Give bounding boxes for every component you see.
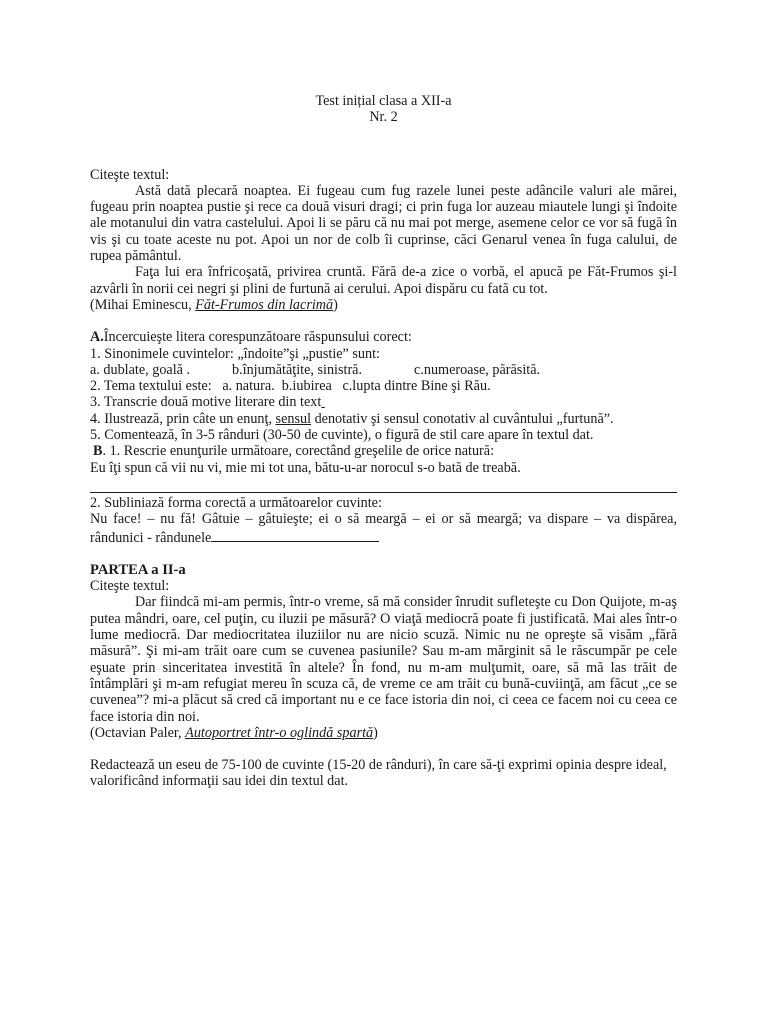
section-b-question-2: 2. Subliniază forma corectă a următoarelor cuvinte: [90, 494, 382, 511]
source2-prefix: (Octavian Paler, [90, 724, 186, 741]
answer-blank [211, 528, 379, 542]
document-page [90, 93, 677, 790]
read-label-part1: Citeşte textul: [90, 166, 170, 183]
source-suffix: ) [333, 296, 338, 313]
test-title: Test inițial clasa a XII-a [315, 93, 452, 109]
question-4 [90, 411, 677, 427]
section-b-q1-text: . 1. Rescrie enunţurile următoare, corectând greşelile de orice natură: [102, 443, 495, 460]
section-b-question-1 [90, 443, 677, 459]
text-paragraph-3: Dar fiindcă mi-am permis, într-o vreme, să mă consider înrudit sufleteşte cu Don Quijote, m-aş putea mândri, oare, cel puţin, cu iluzii pe măsură? O viaţă mediocră poate fi justificată. Mai ales într-o lume mediocră. Dar mediocritatea iluziilor nu are nicio scuză. Nimic nu ne opreşte să visăm „fără măsură”. Şi mi-am trăit oare cum se cuvenea pasiunile? Sau m-am mărginit să le răscumpăr pe cele eşuate prin sinceritatea investită în altele? În fond, nu m-am mulţumit, oare, să mă las trăit de întâmplări şi m-am refugiat mereu în scuza că, de vreme ce am trăit cu bună-cuviinţă, am făcut „ce se cuvenea”? mi-a plăcut să cred că important nu e ce face istoria din noi, ci ceea ce facem noi cu ceea ce face istoria din noi. [90, 594, 677, 725]
question-3 [90, 394, 677, 410]
source-citation-2 [90, 725, 677, 741]
question-3-text: 3. Transcrie două motive literare din text [90, 394, 322, 411]
source-prefix: (Mihai Eminescu, [90, 296, 196, 313]
option-a: a. dublate, goală . [90, 361, 191, 378]
question-4-pre: 4. Ilustrează, prin câte un enunţ, [90, 410, 276, 427]
question-1-options [90, 362, 677, 378]
section-b-q2-text: Nu face! – nu fă! Gâtuie – gâtuieşte; ei o să meargă – ei or să meargă; va dispare – va dispărea, rândunici - rândunele [90, 511, 677, 546]
test-number: Nr. 2 [369, 109, 398, 126]
section-a-label: A. [90, 329, 104, 346]
option-c: c.numeroase, părăsită. [414, 361, 541, 378]
question-4-underlined: sensul [275, 410, 312, 427]
part2-heading: PARTEA a II-a [90, 561, 186, 578]
section-a-text: Încercuieşte litera corespunzătoare răspunsului corect: [103, 329, 412, 346]
source2-title: Autoportret într-o oglindă spartă [185, 724, 374, 741]
answer-line [90, 492, 677, 493]
question-1: 1. Sinonimele cuvintelor: „îndoite”şi „pustie” sunt: [90, 345, 380, 362]
option-b: b.înjumătăţite, sinistră. [232, 361, 363, 378]
essay-task: Redactează un eseu de 75-100 de cuvinte (15-20 de rânduri), în care să-ţi exprimi opinia despre ideal, valorificând informaţii sau idei din textul dat. [90, 757, 667, 790]
question-4-post: denotativ şi sensul conotativ al cuvântului „furtună”. [311, 410, 614, 427]
question-5: 5. Comentează, în 3-5 rânduri (30-50 de cuvinte), o figură de stil care apare în textul dat. [90, 427, 594, 444]
source-title: Făt-Frumos din lacrimă [195, 296, 334, 313]
section-b-label: B [93, 443, 103, 460]
question-3-blank [321, 394, 325, 410]
section-a-instruction [90, 329, 677, 345]
read-label-part2: Citeşte textul: [90, 578, 170, 595]
section-b-q2-words [90, 511, 677, 546]
text-paragraph-2: Faţa lui era înfricoşată, privirea cruntă. Fără de-a zice o vorbă, el apucă pe Făt-Frumos şi-l azvârli în norii cei negri şi plini de furtună ai cerului. Apoi dispăru cu fată cu tot. [90, 264, 677, 297]
source-citation-1 [90, 297, 677, 313]
text-paragraph-1: Astă dată plecară noaptea. Ei fugeau cum fug razele lunei peste adâncile valuri ale mărei, fugeau prin noaptea pustie şi rece ca două visuri dragi; ci prin fuga lor auzeau miautele lungi şi îndoite ale motanului din vatra castelului. Apoi li se păru că nu mai pot merge, asemene celor ce vor să fugă în vis şi cu toate aceste nu pot. Apoi un nor de colb îi cuprinse, căci Genarul venea în fuga calului, de rupea pământul. [90, 182, 677, 265]
source2-suffix: ) [373, 724, 378, 741]
question-2: 2. Tema textului este: a. natura. b.iubirea c.lupta dintre Bine şi Rău. [90, 378, 491, 395]
section-b-q1-sentence: Eu îţi spun că vii nu vi, mie mi tot una, bătu-u-ar norocul s-o bată de treabă. [90, 459, 521, 476]
